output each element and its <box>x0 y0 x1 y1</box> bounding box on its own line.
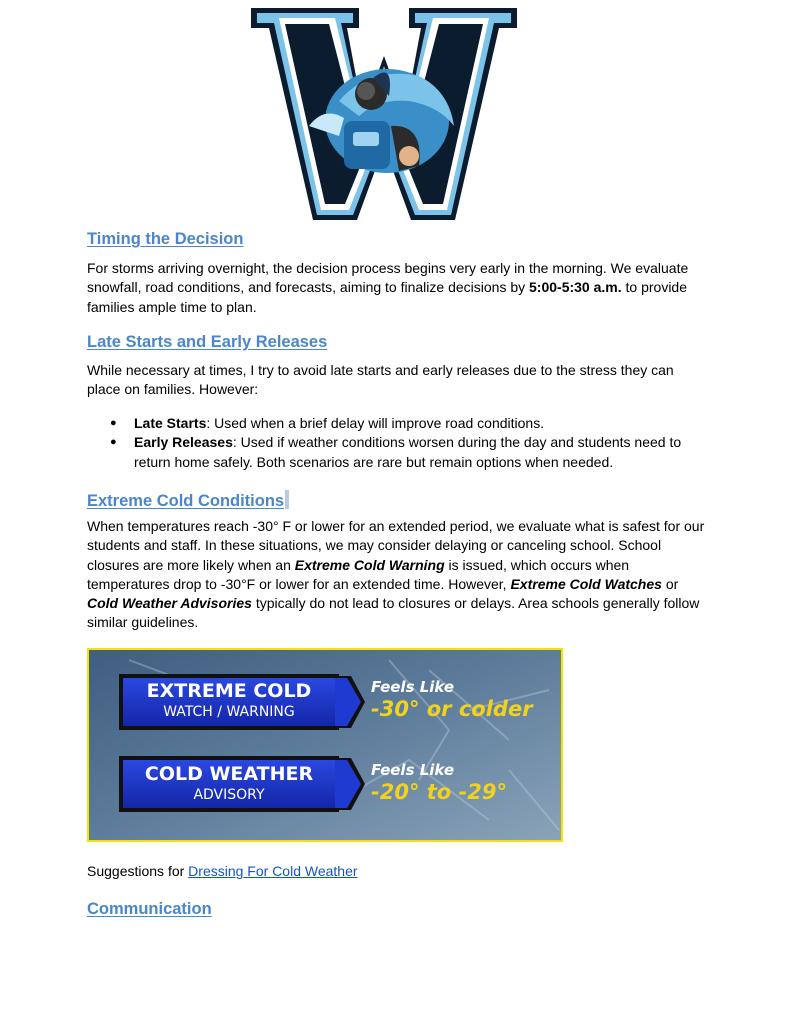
heading-late-starts[interactable]: Late Starts and Early Releases <box>87 333 328 351</box>
timing-text-end: to provide families ample time to plan. <box>87 279 687 315</box>
cold-term-advisories: Cold Weather Advisories <box>87 595 252 612</box>
row2-temperature: -20° to -29° <box>371 780 507 804</box>
warrior-mascot-logo-icon <box>249 6 519 222</box>
cold-text: When temperatures reach -30° F or lower for an extended period, we evaluate what is safest for our students and staff. In these situations, we may consider delaying or canceling school. School closures are more likely when an <box>87 518 705 573</box>
cold-paragraph <box>87 517 705 633</box>
row2-title: COLD WEATHER <box>144 763 314 785</box>
row1-temperature: -30° or colder <box>371 697 533 721</box>
bullet-text: : Used if weather conditions worsen during the day and students need to return home safely. Both scenarios are rare but remain options when needed. <box>134 434 682 470</box>
timing-time: 5:00-5:30 a.m. <box>529 279 622 296</box>
bullet-label: Early Releases <box>134 434 233 451</box>
heading-communication[interactable]: Communication <box>87 900 212 918</box>
bullet-label: Late Starts <box>134 415 207 431</box>
timing-paragraph <box>87 259 702 317</box>
text-cursor <box>285 490 289 509</box>
row1-title: EXTREME COLD <box>146 680 312 702</box>
late-paragraph: While necessary at times, I try to avoid late starts and early releases due to the stress they can place on families. However: <box>87 362 674 398</box>
cold-text: is issued, which occurs when temperatures drop to -30°F or lower for an extended time. However, <box>87 556 630 592</box>
row1-subtitle: WATCH / WARNING <box>163 704 295 720</box>
cold-term-warning: Extreme Cold Warning <box>294 556 445 573</box>
row2-subtitle: ADVISORY <box>193 787 265 803</box>
school-logo <box>249 6 519 222</box>
cold-text: or <box>661 575 679 592</box>
list-item <box>87 433 707 472</box>
bullet-text: : Used when a brief delay will improve road conditions. <box>206 415 545 431</box>
timing-text: For storms arriving overnight, the decision process begins very early in the morning. We evaluate snowfall, road conditions, and forecasts, aiming to finalize decisions by <box>87 260 689 296</box>
cold-term-watches: Extreme Cold Watches <box>510 575 662 592</box>
heading-extreme-cold[interactable] <box>87 490 289 511</box>
heading-text: Extreme Cold Conditions <box>87 492 285 510</box>
late-bullet-list <box>87 414 707 472</box>
suggestions-prefix: Suggestions for <box>87 863 189 879</box>
dressing-for-cold-weather-link[interactable]: Dressing For Cold Weather <box>188 863 358 879</box>
heading-timing-the-decision[interactable]: Timing the Decision <box>87 230 244 248</box>
row2-feels-like: Feels Like <box>371 761 455 779</box>
cold-text: typically do not lead to closures or delays. Area schools generally follow similar guidelines. <box>87 595 700 631</box>
list-item <box>87 414 707 433</box>
suggestions-line <box>87 862 702 881</box>
row1-feels-like: Feels Like <box>371 678 455 696</box>
cold-alert-graphic <box>87 648 563 842</box>
